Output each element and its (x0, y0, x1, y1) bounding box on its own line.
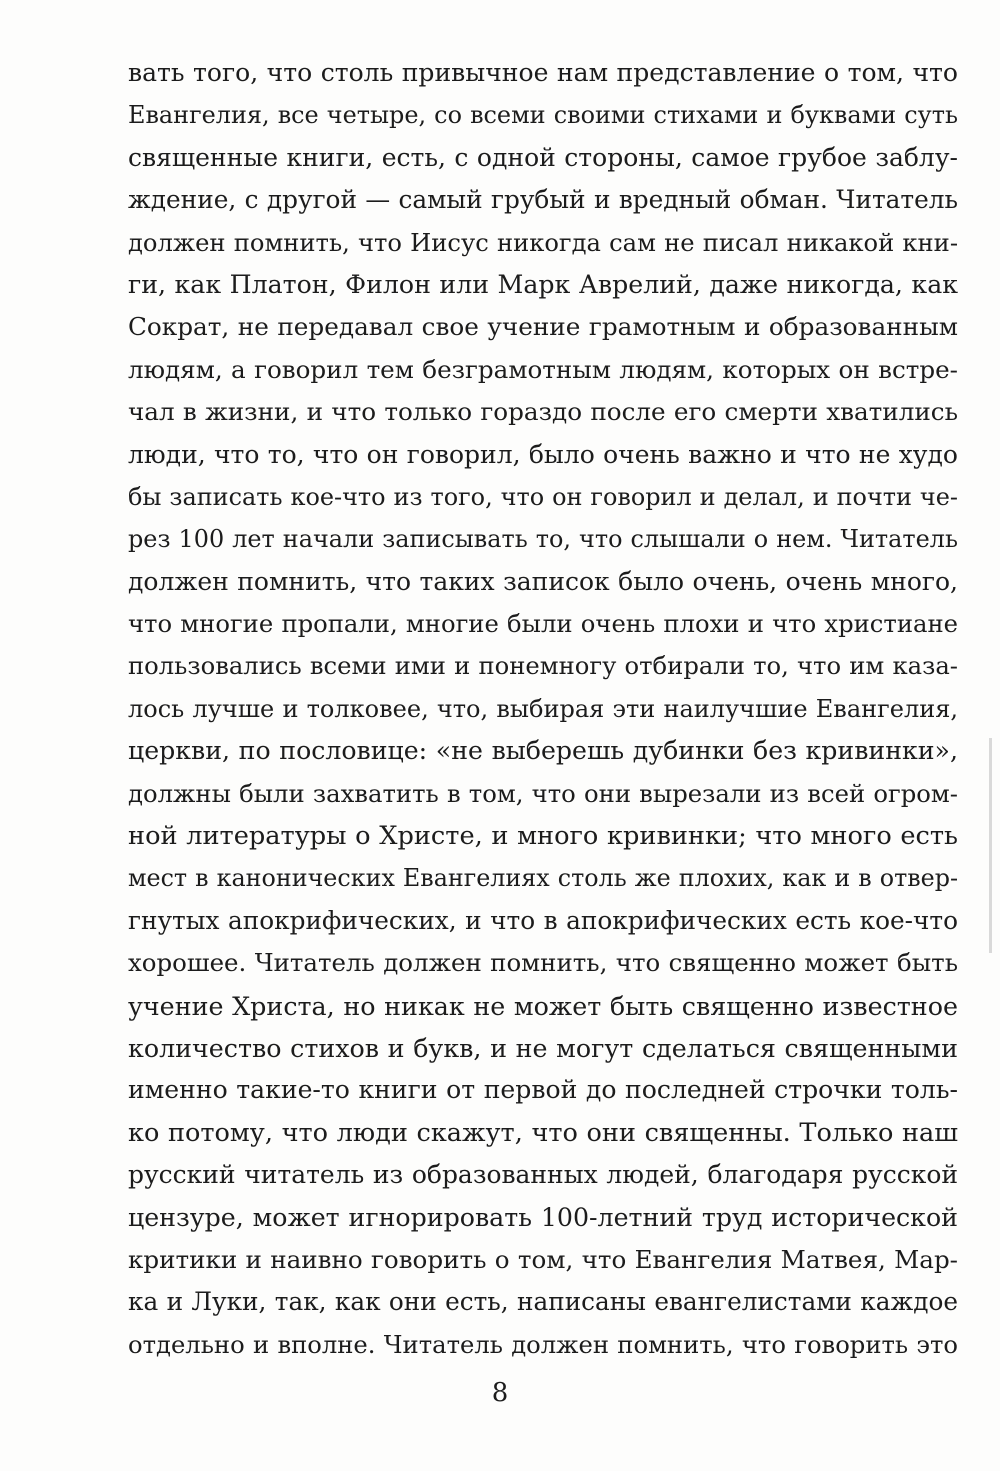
text-line: именно такие-то книги от первой до последней строчки толь- (128, 1075, 958, 1105)
text-line: количество стихов и букв, и не могут сделаться священными (128, 1032, 958, 1063)
text-line: отдельно и вполне. Читатель должен помнить, что говорить это (128, 1329, 958, 1359)
text-line: должен помнить, что Иисус никогда сам не писал никакой кни- (128, 228, 958, 257)
text-line: учение Христа, но никак не может быть священно известное (128, 990, 958, 1021)
text-line: чал в жизни, и что только гораздо после его смерти хватились (128, 397, 958, 427)
text-line: пользовались всеми ими и понемногу отбирали то, что им каза- (128, 651, 958, 681)
text-line: ной литературы о Христе, и много кривинки; что много есть (128, 821, 958, 852)
text-line: бы записать кое-что из того, что он говорил и делал, и почти че- (128, 482, 958, 511)
text-line: должен помнить, что таких записок было очень, очень много, (128, 566, 958, 596)
text-line: что многие пропали, многие были очень плохи и что христиане (128, 609, 958, 639)
scan-edge-mark (989, 738, 992, 953)
page-number: 8 (491, 1378, 509, 1408)
text-line: вать того, что столь привычное нам представление о том, что (128, 58, 958, 87)
text-line: ги, как Платон, Филон или Марк Аврелий, даже никогда, как (128, 269, 958, 299)
text-line: рез 100 лет начали записывать то, что слышали о нем. Читатель (128, 525, 958, 554)
text-line: людям, а говорил тем безграмотным людям, которых он встре- (128, 354, 958, 384)
text-line: Сократ, не передавал свое учение грамотным и образованным (128, 312, 958, 342)
text-line: Евангелия, все четыре, со всеми своими стихами и буквами суть (128, 101, 958, 130)
text-line: должны были захватить в том, что они вырезали из всей огром- (128, 778, 958, 808)
text-line: ждение, с другой — самый грубый и вредный обман. Читатель (128, 185, 958, 215)
text-line: священные книги, есть, с одной стороны, самое грубое заблу- (128, 142, 958, 172)
text-line: лось лучше и толковее, что, выбирая эти наилучшие Евангелия, (128, 694, 958, 723)
text-line: хорошее. Читатель должен помнить, что священно может быть (128, 948, 958, 978)
text-line: мест в канонических Евангелиях столь же плохих, как и в отвер- (128, 864, 958, 893)
text-line: критики и наивно говорить о том, что Евангелия Матвея, Мар- (128, 1244, 958, 1274)
text-line: цензуре, может игнорировать 100-летний труд исторической (128, 1202, 958, 1232)
text-line: ка и Луки, так, как они есть, написаны евангелистами каждое (128, 1287, 958, 1317)
text-line: гнутых апокрифических, и что в апокрифических есть кое-что (128, 905, 958, 935)
text-line: люди, что то, что он говорил, было очень важно и что не худо (128, 439, 958, 469)
text-line: церкви, по пословице: «не выберешь дубинки без кривинки», (128, 736, 958, 766)
body-text (128, 52, 958, 1366)
text-line: русский читатель из образованных людей, благодаря русской (128, 1160, 958, 1190)
text-line: ко потому, что люди скажут, что они священны. Только наш (128, 1117, 958, 1148)
